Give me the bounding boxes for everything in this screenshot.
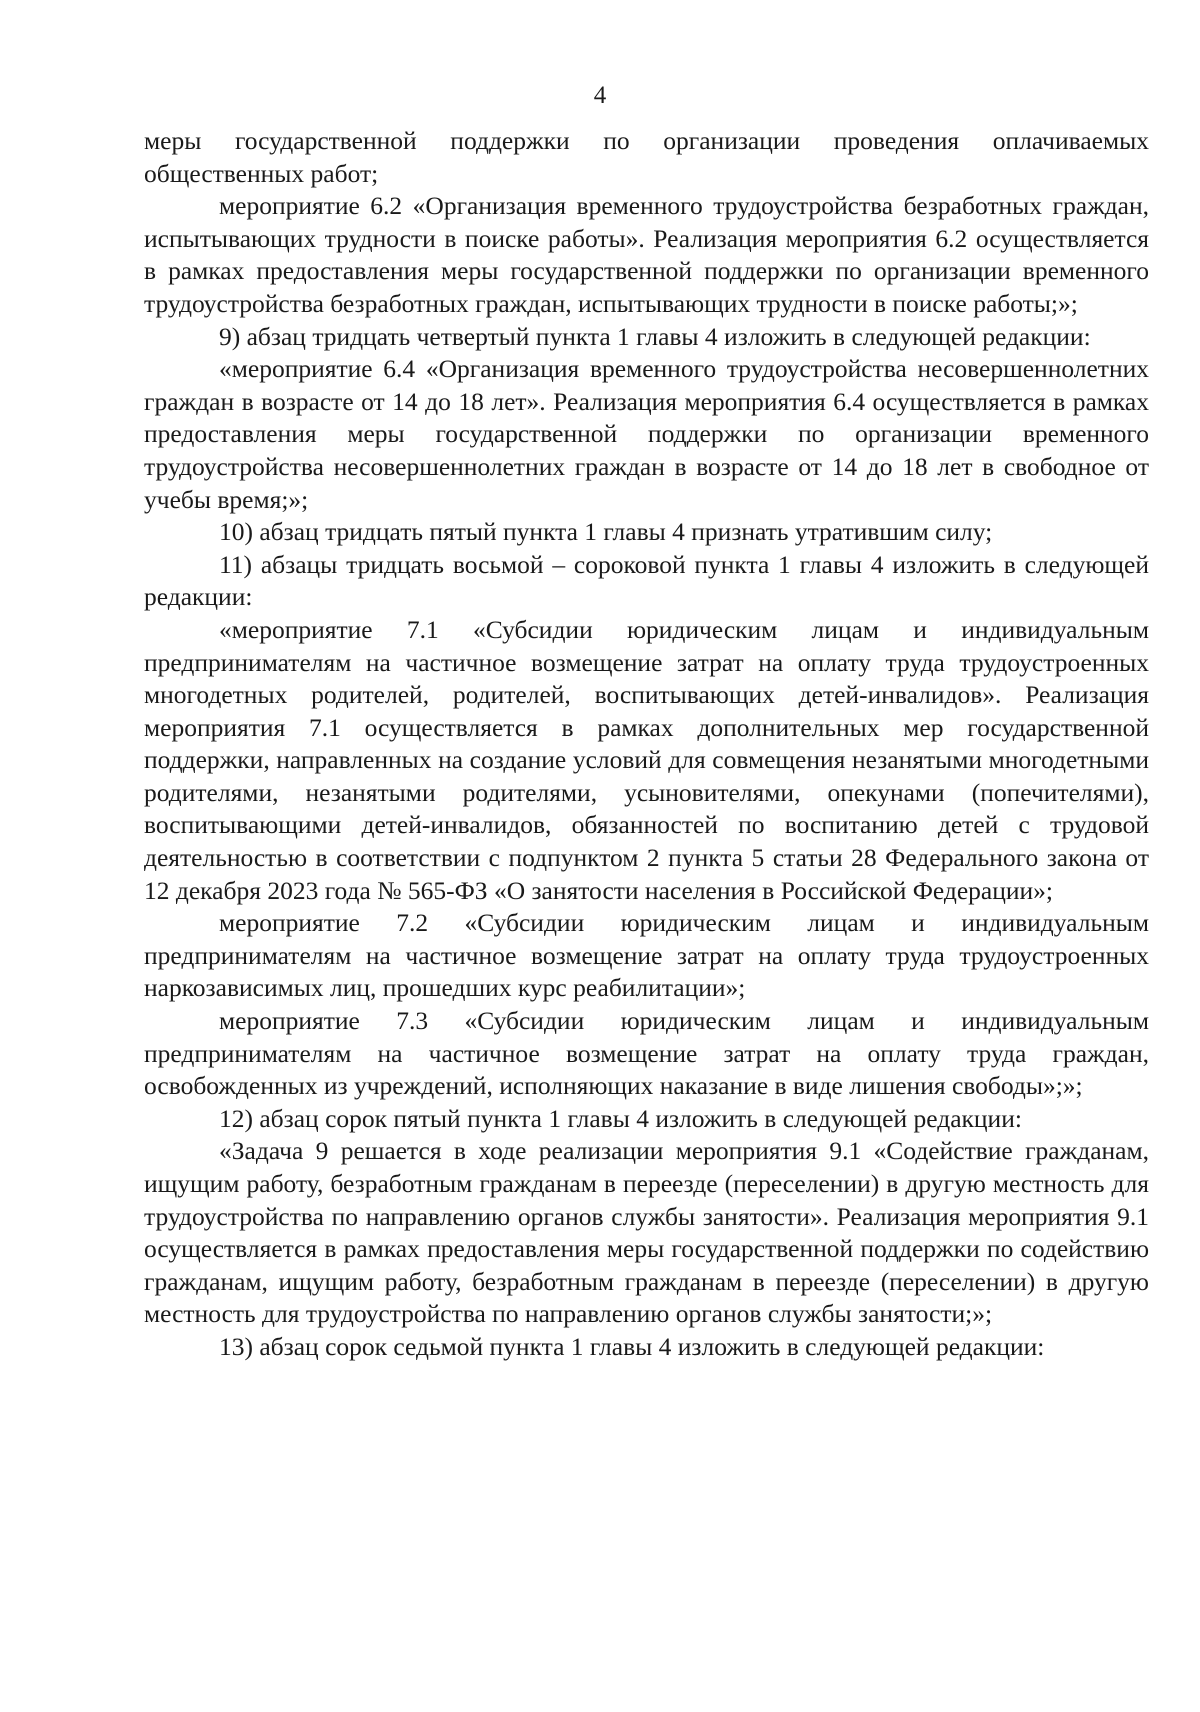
paragraph-measure-7-3: мероприятие 7.3 «Субсидии юридическим лицам и индивидуальным предпринимателям на частичное возмещение затрат на оплату труда граждан, освобожденных из учреждений, исполняющих наказание в виде лишения свободы»;»; — [144, 1006, 1149, 1101]
page-number: 4 — [593, 82, 607, 109]
paragraph-item-13: 13) абзац сорок седьмой пункта 1 главы 4 изложить в следующей редакции: — [219, 1331, 1045, 1361]
paragraph-continuation: меры государственной поддержки по организации проведения оплачиваемых общественных работ; — [144, 126, 1149, 188]
paragraph-measure-6-2: мероприятие 6.2 «Организация временного трудоустройства безработных граждан, испытывающих трудности в поиске работы». Реализация мероприятия 6.2 осуществляется в рамках предоставления меры государственной поддержки по организации временного трудоустройства безработных граждан, испытывающих трудности в поиске работы;»; — [144, 191, 1149, 318]
paragraph-measure-7-2: мероприятие 7.2 «Субсидии юридическим лицам и индивидуальным предпринимателям на частичное возмещение затрат на оплату труда трудоустроенных наркозависимых лиц, прошедших курс реабилитации»; — [144, 908, 1149, 1003]
paragraph-item-12: 12) абзац сорок пятый пункта 1 главы 4 изложить в следующей редакции: — [219, 1103, 1022, 1133]
paragraph-measure-7-1: «мероприятие 7.1 «Субсидии юридическим лицам и индивидуальным предпринимателям на частичное возмещение затрат на оплату труда трудоустроенных многодетных родителей, родителей, воспитывающих детей-инвалидов». Реализация мероприятия 7.1 осуществляется в рамках дополнительных мер государственной поддержки, направленных на создание условий для совмещения незанятыми многодетными родителями, незанятыми родителями, усыновителями, опекунами (попечителями), воспитывающими детей-инвалидов, обязанностей по воспитанию детей с трудовой деятельностью в соответствии с подпунктом 2 пункта 5 статьи 28 Федерального закона от 12 декабря 2023 года № 565-ФЗ «О занятости населения в Российской Федерации»; — [144, 614, 1149, 905]
paragraph-task-9: «Задача 9 решается в ходе реализации мероприятия 9.1 «Содействие гражданам, ищущим работу, безработным гражданам в переезде (переселении) в другую местность для трудоустройства по направлению органов службы занятости». Реализация мероприятия 9.1 осуществляется в рамках предоставления меры государственной поддержки по содействию гражданам, ищущим работу, безработным гражданам в переезде (переселении) в другую местность для трудоустройства по направлению органов службы занятости;»; — [144, 1136, 1149, 1329]
paragraph-item-11: 11) абзацы тридцать восьмой – сороковой пункта 1 главы 4 изложить в следующей редакции: — [144, 549, 1149, 612]
document-body — [144, 125, 1149, 1364]
paragraph-measure-6-4: «мероприятие 6.4 «Организация временного трудоустройства несовершеннолетних граждан в возрасте от 14 до 18 лет». Реализация мероприятия 6.4 осуществляется в рамках предоставления меры государственной поддержки по организации временного трудоустройства несовершеннолетних граждан в возрасте от 14 до 18 лет в свободное от учебы время;»; — [144, 354, 1149, 514]
paragraph-item-10: 10) абзац тридцать пятый пункта 1 главы 4 признать утратившим силу; — [219, 517, 993, 547]
paragraph-item-9: 9) абзац тридцать четвертый пункта 1 главы 4 изложить в следующей редакции: — [219, 321, 1091, 351]
